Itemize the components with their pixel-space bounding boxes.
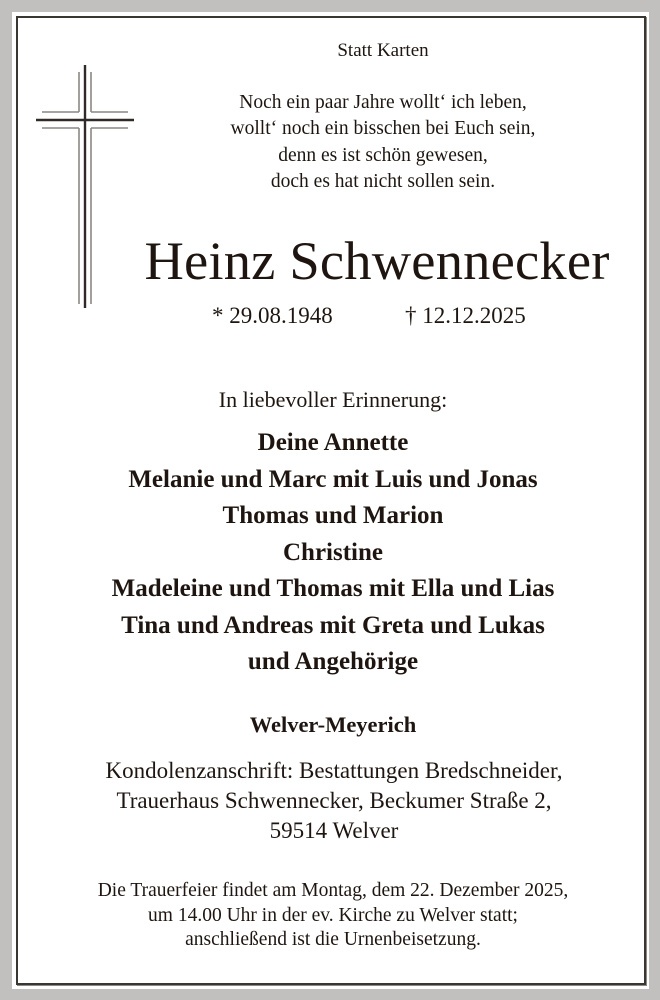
funeral-line: Die Trauerfeier findet am Montag, dem 22. Dezember 2025, (97, 880, 569, 901)
family-member: Melanie und Marc mit Luis und Jonas (128, 465, 538, 493)
poem (150, 90, 616, 195)
family-member: Madeleine und Thomas mit Ella und Lias (111, 575, 555, 602)
poem-line: Noch ein paar Jahre wollt‘ ich leben, (239, 92, 527, 113)
address-line: 59514 Welver (269, 818, 399, 843)
family-member: Christine (283, 538, 383, 566)
poem-line: denn es ist schön gewesen, (278, 144, 488, 166)
condolence-address (0, 756, 660, 846)
family-member: Thomas und Marion (222, 502, 444, 529)
cross-icon (30, 60, 140, 310)
place-name: Welver-Meyerich (249, 712, 417, 737)
deceased-name: Heinz Schwennecker (144, 230, 610, 291)
poem-line: doch es hat nicht sollen sein. (270, 170, 496, 192)
family-member: und Angehörige (247, 648, 419, 675)
address-line: Trauerhaus Schwennecker, Beckumer Straße 2, (116, 788, 552, 813)
birth-date: * 29.08.1948 (212, 303, 333, 328)
poem-line: wollt‘ noch ein bisschen bei Euch sein, (230, 118, 536, 140)
funeral-info (0, 879, 660, 953)
funeral-line: um 14.00 Uhr in der ev. Kirche zu Welver statt; (148, 904, 518, 926)
family-member: Tina und Andreas mit Greta und Lukas (121, 611, 545, 639)
death-date: † 12.12.2025 (405, 303, 526, 328)
address-line: Kondolenzanschrift: Bestattungen Bredschneider, (105, 758, 563, 783)
header-statt-karten: Statt Karten (337, 40, 429, 61)
memory-line: In liebevoller Erinnerung: (218, 387, 448, 412)
family-member: Deine Annette (257, 429, 409, 456)
family-list (0, 425, 660, 681)
funeral-line: anschließend ist die Urnenbeisetzung. (185, 929, 481, 950)
